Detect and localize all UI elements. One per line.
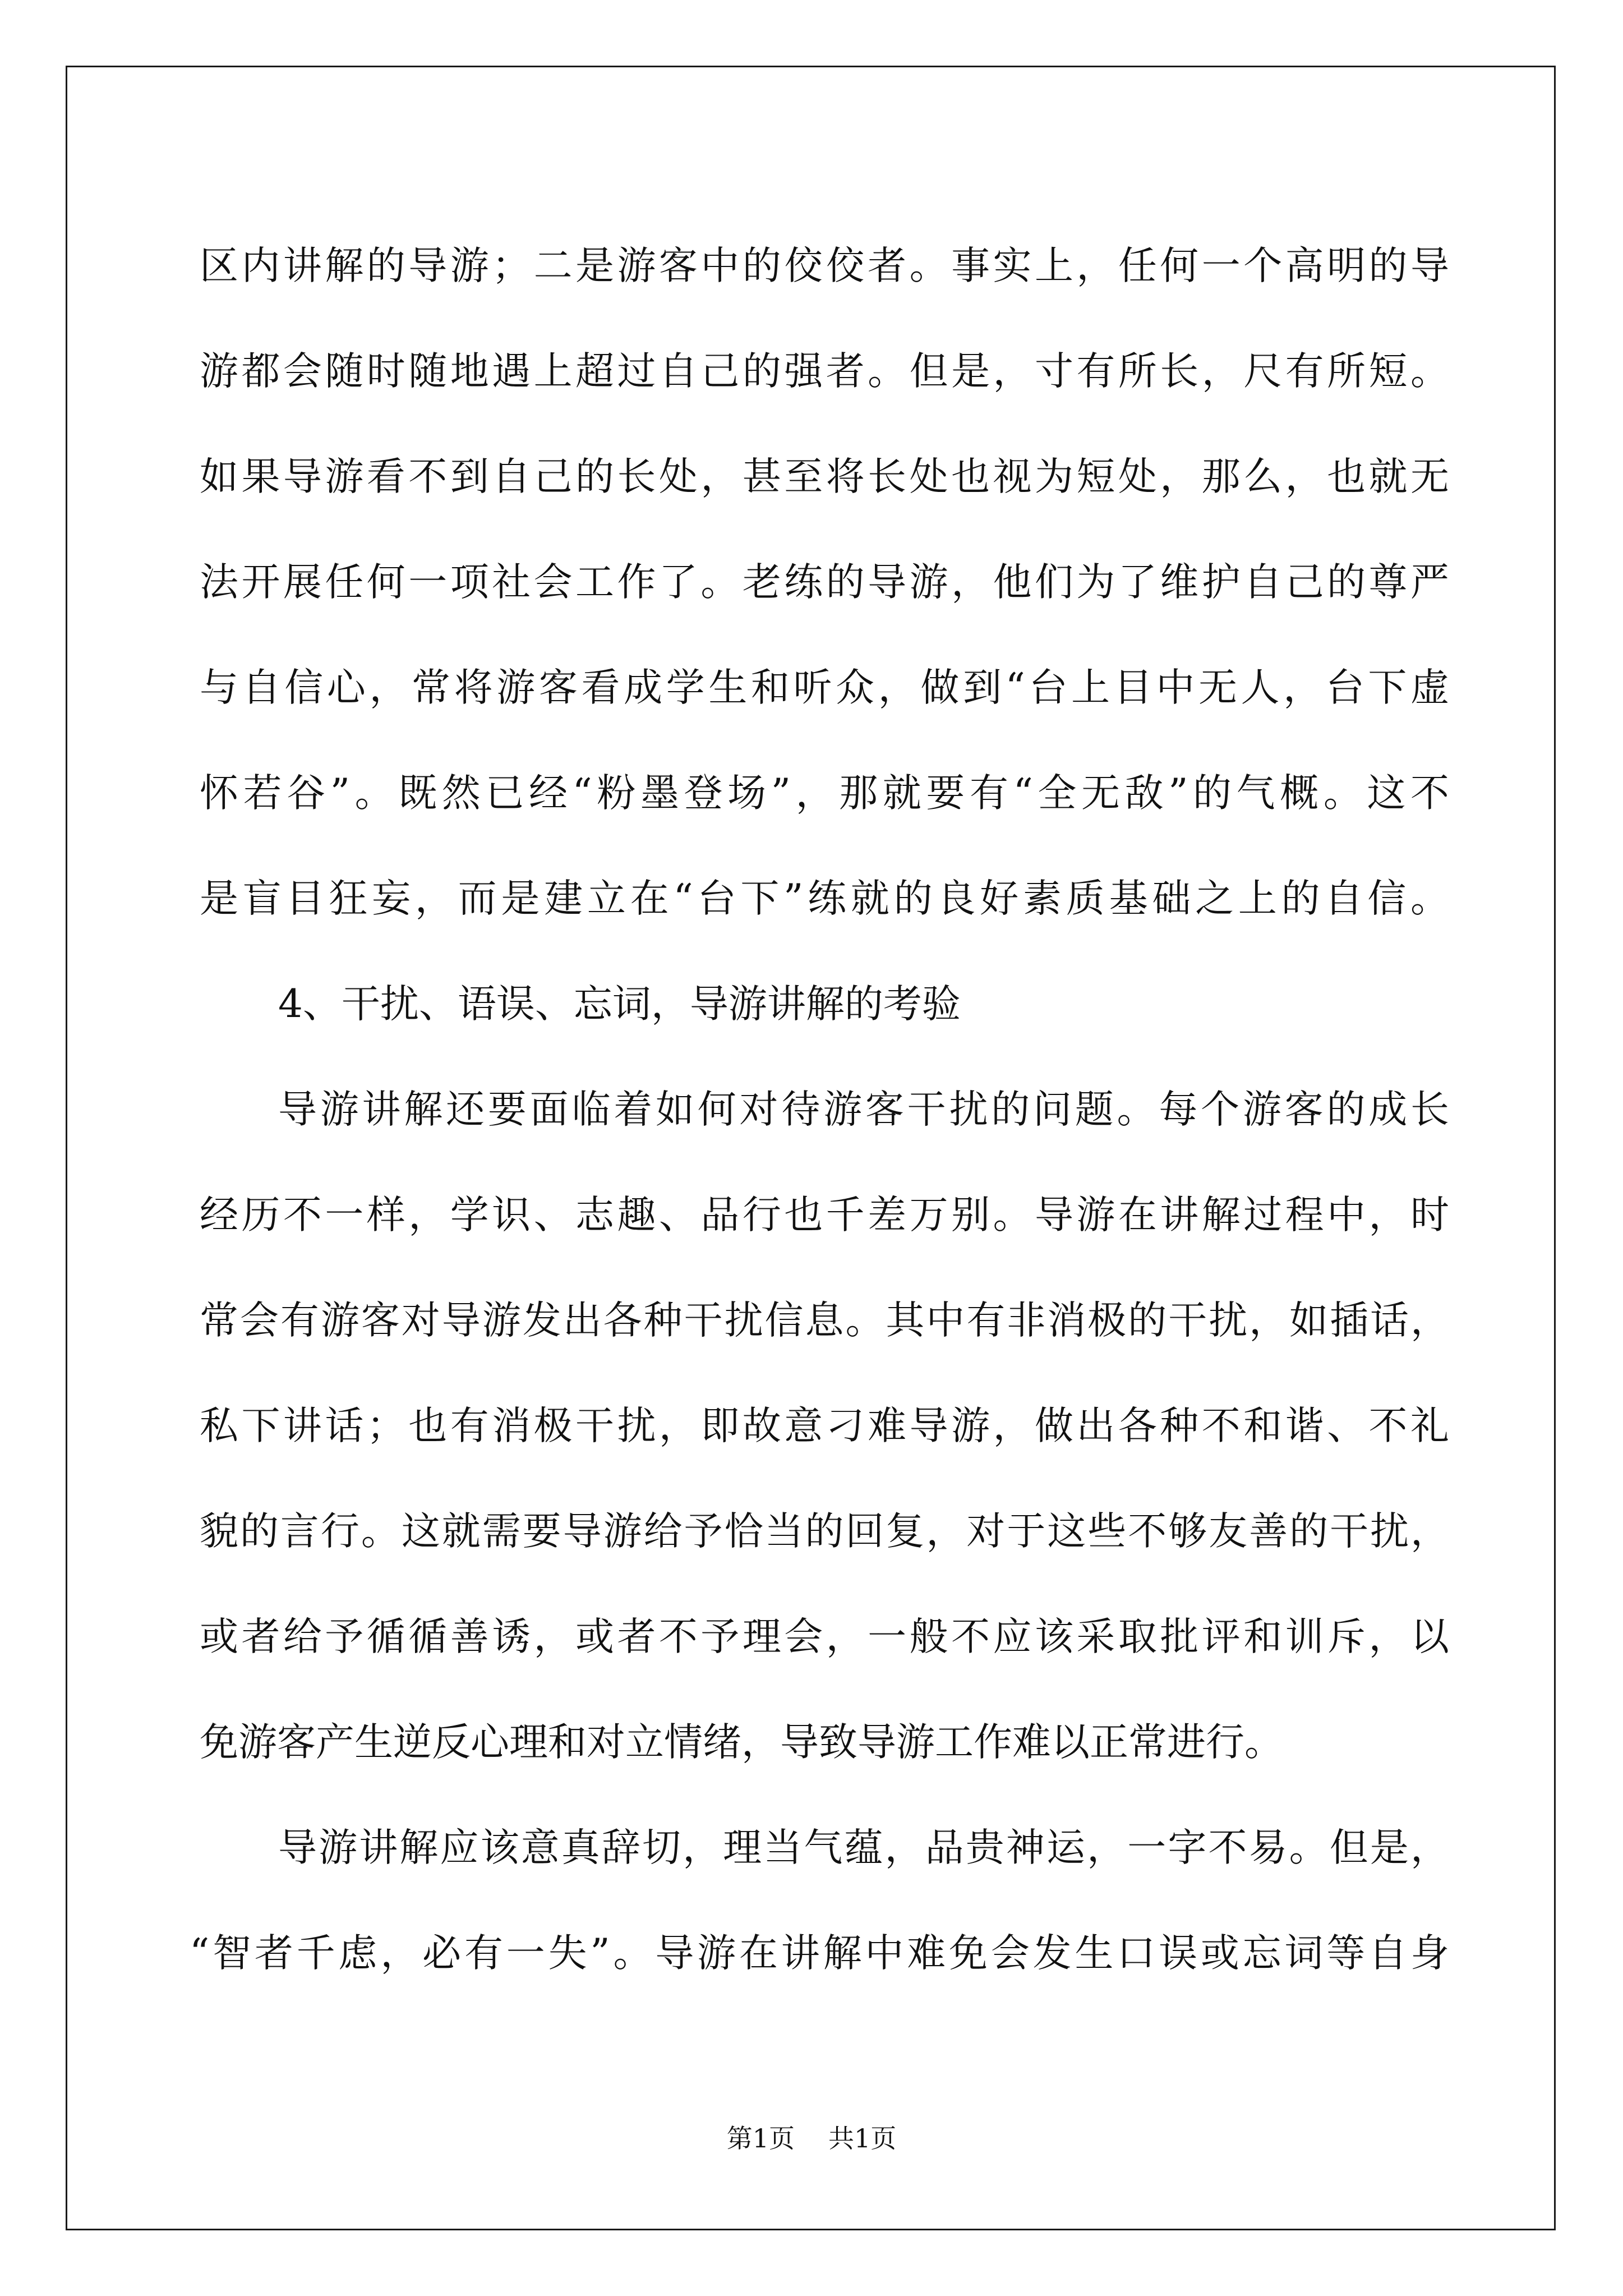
paragraph-line: 或者给予循循善诱，或者不予理会，一般不应该采取批评和训斥，以 [200,1614,1449,1659]
paragraph-line: 经历不一样，学识、志趣、品行也千差万别。导游在讲解过程中，时 [200,1193,1449,1237]
paragraph-line: 怀若谷”。既然已经“粉墨登场”，那就要有“全无敌”的气概。这不 [200,771,1449,816]
paragraph-line: 如果导游看不到自己的长处，甚至将长处也视为短处，那么，也就无 [200,454,1449,499]
paragraph-line: 私下讲话；也有消极干扰，即故意刁难导游，做出各种不和谐、不礼 [200,1404,1449,1448]
paragraph-line: 免游客产生逆反心理和对立情绪，导致导游工作难以正常进行。 [200,1720,1283,1765]
section-heading: 4、干扰、语误、忘词，导游讲解的考验 [278,982,961,1027]
paragraph-line: 与自信心，常将游客看成学生和听众，做到“台上目中无人，台下虚 [200,665,1449,710]
page-footer [0,2122,1623,2155]
page-total: 共1页 [828,2123,897,2154]
paragraph-line: 区内讲解的导游；二是游客中的佼佼者。事实上，任何一个高明的导 [200,243,1449,288]
paragraph-line: 貌的言行。这就需要导游给予恰当的回复，对于这些不够友善的干扰， [200,1509,1449,1554]
paragraph-line: 法开展任何一项社会工作了。老练的导游，他们为了维护自己的尊严 [200,560,1449,605]
paragraph-line: 是盲目狂妄，而是建立在“台下”练就的良好素质基础之上的自信。 [200,876,1449,921]
paragraph-line: 导游讲解还要面临着如何对待游客干扰的问题。每个游客的成长 [278,1087,1449,1132]
paragraph-line: 常会有游客对导游发出各种干扰信息。其中有非消极的干扰，如插话， [200,1298,1449,1343]
paragraph-line: 导游讲解应该意真辞切，理当气蕴，品贵神运，一字不易。但是， [278,1825,1449,1870]
paragraph-line: 游都会随时随地遇上超过自己的强者。但是，寸有所长，尺有所短。 [200,349,1449,394]
paragraph-line: “智者千虑，必有一失”。导游在讲解中难免会发生口误或忘词等自身 [190,1931,1449,1976]
page-number: 第1页 [726,2123,795,2154]
document-body [190,213,1449,2006]
